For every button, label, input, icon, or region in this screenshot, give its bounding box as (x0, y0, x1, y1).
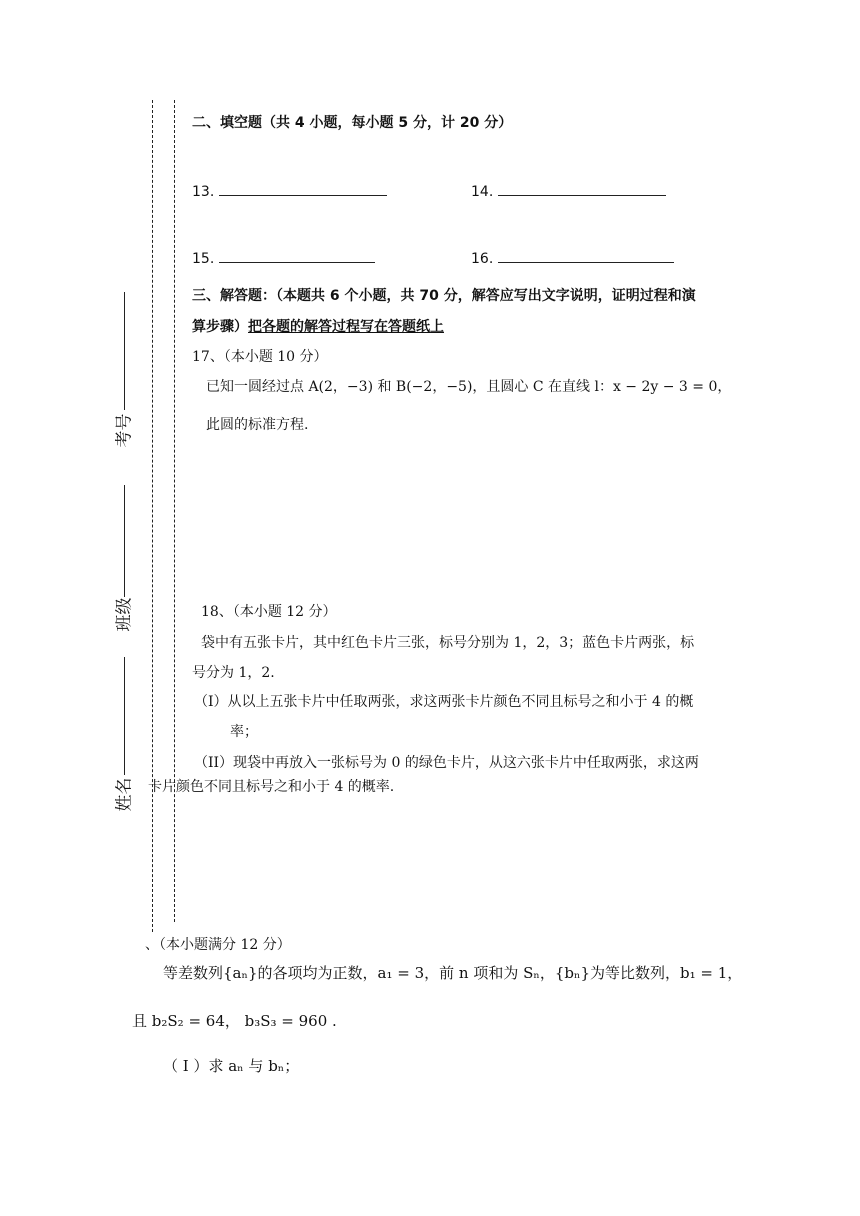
q18-part1-line2: 率； (230, 724, 258, 740)
blank-13 (192, 181, 387, 200)
blank-16-line (498, 248, 674, 263)
blank-13-number: 13. (192, 184, 215, 200)
blank-13-line (219, 181, 387, 196)
name-rule (124, 657, 125, 775)
blank-14-number: 14. (471, 184, 494, 200)
section3-heading-line1: 三、解答题：（本题共 6 个小题，共 70 分，解答应写出文字说明，证明过程和演 (192, 288, 696, 304)
blank-14 (471, 181, 666, 200)
section3-heading-line2-a: 算步骤） (192, 319, 248, 335)
blank-15-line (219, 248, 375, 263)
blank-16-number: 16. (471, 251, 494, 267)
q18-title: 18、（本小题 12 分） (201, 604, 337, 620)
blank-15 (192, 248, 375, 267)
section3-heading-line2 (192, 316, 444, 336)
class-rule (124, 485, 125, 597)
q17-line2: 此圆的标准方程. (206, 417, 309, 433)
q18-line1: 袋中有五张卡片，其中红色卡片三张，标号分别为 1，2，3；蓝色卡片两张，标 (201, 635, 695, 651)
q18-part2-line1: （II）现袋中再放入一张标号为 0 的绿色卡片，从这六张卡片中任取两张，求这两 (194, 755, 699, 771)
blank-14-line (498, 181, 666, 196)
q19-line2: 且 b₂S₂ = 64， b₃S₃ = 960 . (132, 1012, 337, 1030)
blank-16 (471, 248, 674, 267)
blank-15-number: 15. (192, 251, 215, 267)
q19-part1: （ I ）求 aₙ 与 bₙ； (163, 1057, 300, 1075)
exam-no-label: 考号 (114, 413, 135, 448)
exam-no-rule (124, 292, 125, 410)
q17-line1: 已知一圆经过点 A(2，−3) 和 B(−2，−5)，且圆心 C 在直线 l：x − 2y − 3 = 0， (206, 379, 732, 395)
q18-part2-line2: 卡片颜色不同且标号之和小于 4 的概率. (148, 779, 395, 795)
name-label: 姓名 (114, 777, 135, 812)
binding-dashed-line-inner (174, 100, 175, 922)
q18-line2: 号分为 1，2. (192, 665, 275, 681)
section2-heading: 二、填空题（共 4 小题，每小题 5 分，计 20 分） (192, 115, 513, 131)
section3-heading-line2-b: 把各题的解答过程写在答题纸上 (248, 319, 444, 335)
q19-line1: 等差数列{aₙ}的各项均为正数，a₁ = 3，前 n 项和为 Sₙ，{bₙ}为等比数列，b₁ = 1， (163, 964, 743, 982)
class-label: 班级 (114, 597, 135, 632)
q19-title: 、（本小题满分 12 分） (145, 937, 291, 953)
q17-title: 17、（本小题 10 分） (192, 349, 328, 365)
binding-dashed-line-outer (152, 100, 153, 932)
q18-part1-line1: （I）从以上五张卡片中任取两张，求这两张卡片颜色不同且标号之和小于 4 的概 (194, 694, 694, 710)
